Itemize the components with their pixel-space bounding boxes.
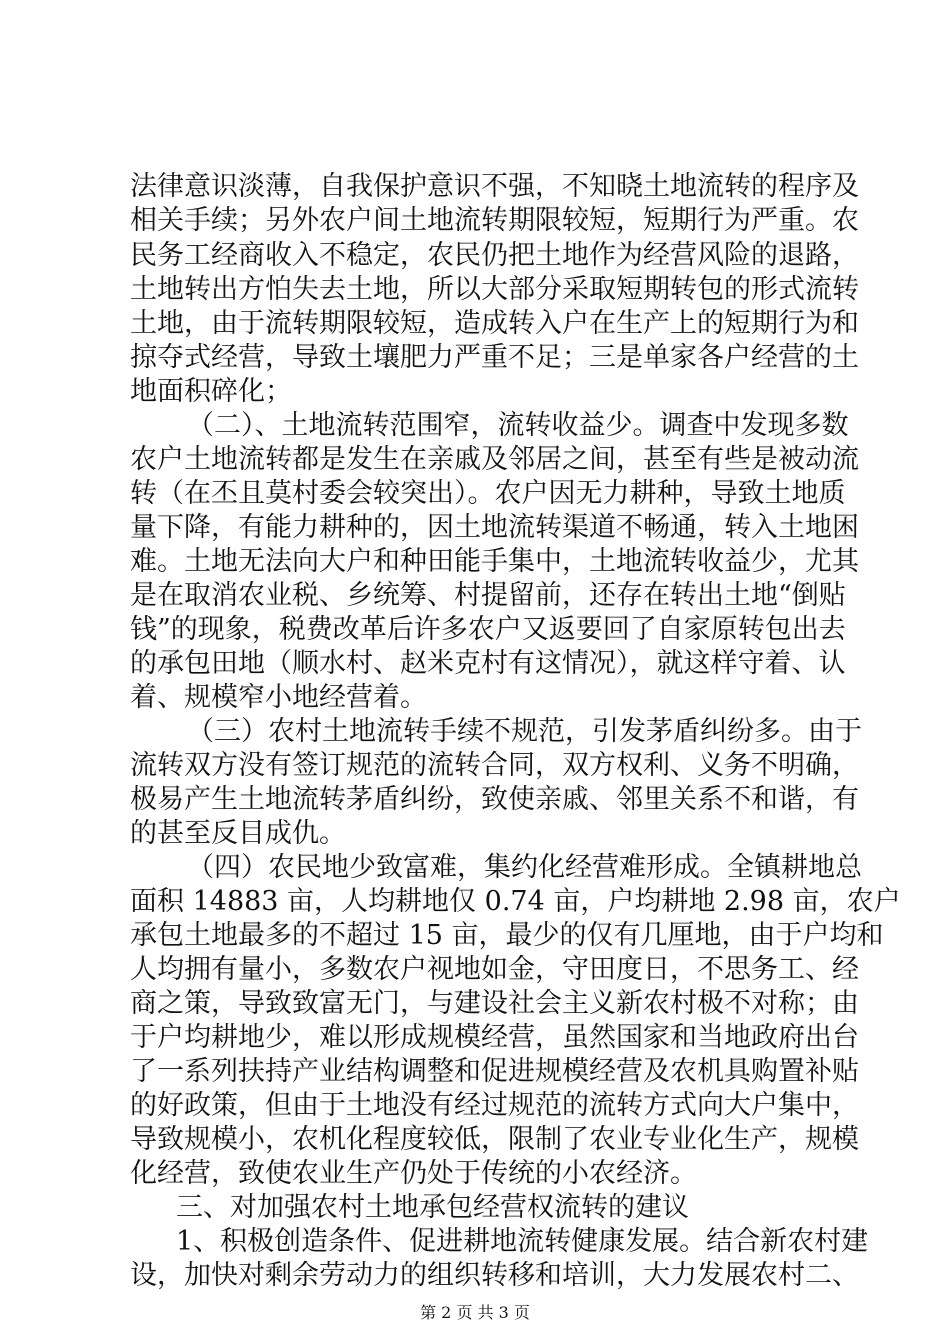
text-line: 于户均耕地少，难以形成规模经营，虽然国家和当地政府出台 — [130, 1022, 859, 1053]
text-line: 着、规模窄小地经营着。 — [130, 682, 427, 713]
text-line: 的好政策，但由于土地没有经过规范的流转方式向大户集中， — [130, 1090, 859, 1121]
text-line: 化经营，致使农业生产仍处于传统的小农经济。 — [130, 1158, 697, 1189]
text-line: 设，加快对剩余劳动力的组织转移和培训，大力发展农村二、 — [130, 1260, 859, 1291]
text-line: 导致规模小，农机化程度较低，限制了农业专业化生产，规模 — [130, 1124, 859, 1155]
text-line: 的承包田地（顺水村、赵米克村有这情况），就这样守着、认 — [130, 648, 846, 679]
text-line: 难。土地无法向大户和种田能手集中，土地流转收益少，尤其 — [130, 546, 859, 577]
text-line: 的甚至反目成仇。 — [130, 818, 346, 849]
text-line: 钱”的现象，税费改革后许多农户又返要回了自家原转包出去 — [130, 614, 846, 645]
text-line: 是在取消农业税、乡统筹、村提留前，还存在转出土地“倒贴 — [130, 580, 846, 611]
text-line: 承包土地最多的不超过 15 亩，最少的仅有几厘地，由于户均和 — [130, 920, 884, 951]
text-line: 相关手续；另外农户间土地流转期限较短，短期行为严重。农 — [130, 205, 859, 236]
page-footer: 第 2 页 共 3 页 — [420, 1303, 530, 1322]
text-line: 流转双方没有签订规范的流转合同，双方权利、义务不明确， — [130, 750, 859, 781]
text-line: 农户土地流转都是发生在亲戚及邻居之间，甚至有些是被动流 — [130, 444, 859, 475]
paragraph-heading-2: （二）、土地流转范围窄，流转收益少。调查中发现多数 — [187, 410, 849, 441]
text-line: 转（在丕且莫村委会较突出）。农户因无力耕种，导致土地质 — [130, 478, 846, 509]
text-line: 民务工经商收入不稳定，农民仍把土地作为经营风险的退路， — [130, 240, 859, 271]
text-line: 人均拥有量小，多数农户视地如金，守田度日，不思务工、经 — [130, 954, 859, 985]
text-line: 土地转出方怕失去土地，所以大部分采取短期转包的形式流转 — [130, 274, 859, 305]
text-line: 了一系列扶持产业结构调整和促进规模经营及农机具购置补贴 — [130, 1056, 859, 1087]
text-line: 法律意识淡薄，自我保护意识不强，不知晓土地流转的程序及 — [130, 171, 859, 202]
text-line: 掠夺式经营，导致土壤肥力严重不足；三是单家各户经营的土 — [130, 342, 859, 373]
paragraph-heading-4: （四）农民地少致富难，集约化经营难形成。全镇耕地总 — [187, 852, 862, 883]
text-line: 1、积极创造条件、促进耕地流转健康发展。结合新农村建 — [176, 1226, 869, 1257]
text-line: 商之策，导致致富无门，与建设社会主义新农村极不对称；由 — [130, 988, 859, 1019]
paragraph-heading-3: （三）农村土地流转手续不规范，引发茅盾纠纷多。由于 — [187, 716, 862, 747]
text-line: 土地，由于流转期限较短，造成转入户在生产上的短期行为和 — [130, 308, 859, 339]
section-heading: 三、对加强农村土地承包经营权流转的建议 — [176, 1192, 689, 1223]
text-line: 地面积碎化； — [130, 376, 292, 407]
text-line: 量下降，有能力耕种的，因土地流转渠道不畅通，转入土地困 — [130, 512, 859, 543]
text-line: 面积 14883 亩，人均耕地仅 0.74 亩，户均耕地 2.98 亩，农户 — [130, 886, 901, 917]
text-line: 极易产生土地流转茅盾纠纷，致使亲戚、邻里关系不和谐，有 — [130, 784, 859, 815]
